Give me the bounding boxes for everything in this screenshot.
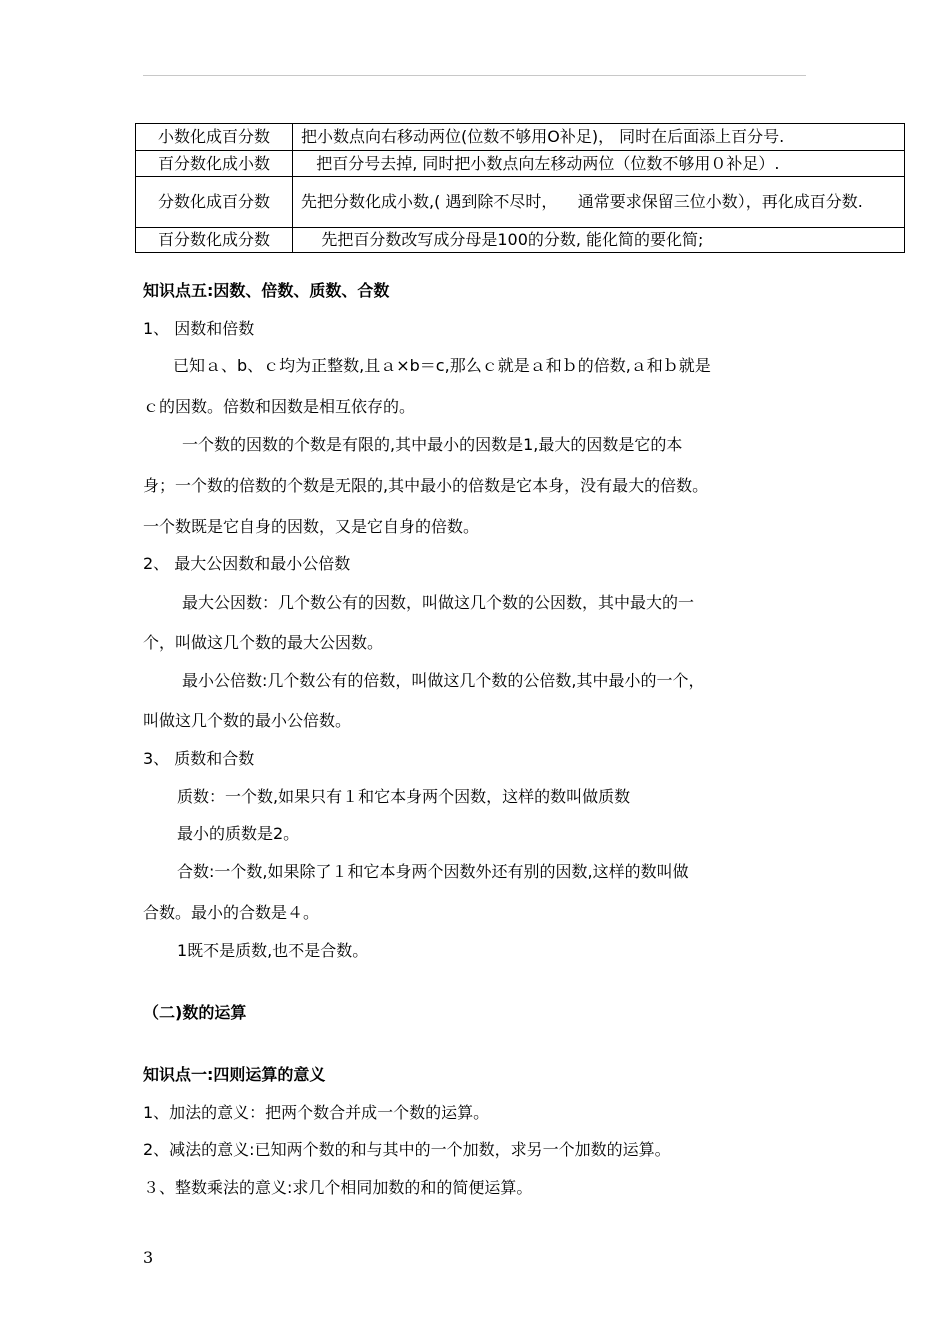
section-title: 知识点一:四则运算的意义 bbox=[143, 1065, 326, 1084]
part-title: （二)数的运算 bbox=[143, 1003, 247, 1022]
paragraph-line: 最小的质数是2。 bbox=[177, 824, 300, 843]
paragraph-line: 一个数的因数的个数是有限的,其中最小的因数是1,最大的因数是它的本 bbox=[182, 435, 683, 454]
list-item: 1、加法的意义：把两个数合并成一个数的运算。 bbox=[143, 1103, 490, 1122]
list-item: 2、减法的意义:已知两个数的和与其中的一个加数，求另一个加数的运算。 bbox=[143, 1140, 671, 1159]
table-cell-rule: 先把分数化成小数,( 遇到除不尽时， 通常要求保留三位小数），再化成百分数. bbox=[293, 177, 905, 228]
table-cell-rule: 先把百分数改写成分母是100的分数, 能化简的要化简; bbox=[293, 228, 905, 253]
header-rule bbox=[143, 75, 806, 76]
paragraph-line: 身；一个数的倍数的个数是无限的,其中最小的倍数是它本身，没有最大的倍数。 bbox=[143, 476, 709, 495]
subsection-heading: 1、 因数和倍数 bbox=[143, 319, 255, 338]
table-cell-rule: 把百分号去掉, 同时把小数点向左移动两位（位数不够用０补足）. bbox=[293, 151, 905, 177]
paragraph-line: 最小公倍数:几个数公有的倍数，叫做这几个数的公倍数,其中最小的一个， bbox=[182, 671, 705, 690]
table-row bbox=[136, 228, 905, 253]
paragraph-line: 最大公因数：几个数公有的因数，叫做这几个数的公因数，其中最大的一 bbox=[182, 593, 695, 612]
paragraph-line: 叫做这几个数的最小公倍数。 bbox=[143, 711, 352, 730]
paragraph-line: 合数。最小的合数是４。 bbox=[143, 903, 320, 922]
list-item: ３、整数乘法的意义:求几个相同加数的和的简便运算。 bbox=[143, 1178, 533, 1197]
paragraph-line: 合数:一个数,如果除了１和它本身两个因数外还有别的因数,这样的数叫做 bbox=[177, 862, 689, 881]
table-cell-name: 小数化成百分数 bbox=[136, 124, 293, 151]
paragraph-line: 质数：一个数,如果只有１和它本身两个因数，这样的数叫做质数 bbox=[177, 787, 631, 806]
paragraph-line: 一个数既是它自身的因数，又是它自身的倍数。 bbox=[143, 517, 480, 536]
page-number: 3 bbox=[143, 1248, 154, 1267]
paragraph-line: 已知ａ、b、ｃ均为正整数,且ａ×b＝c,那么ｃ就是ａ和ｂ的倍数,ａ和ｂ就是 bbox=[173, 356, 711, 375]
paragraph-line: 个，叫做这几个数的最大公因数。 bbox=[143, 633, 384, 652]
paragraph-line: ｃ的因数。倍数和因数是相互依存的。 bbox=[143, 397, 416, 416]
subsection-heading: 2、 最大公因数和最小公倍数 bbox=[143, 554, 351, 573]
paragraph-line: 1既不是质数,也不是合数。 bbox=[177, 941, 369, 960]
table-cell-name: 百分数化成小数 bbox=[136, 151, 293, 177]
table-cell-rule: 把小数点向右移动两位(位数不够用O补足)， 同时在后面添上百分号. bbox=[293, 124, 905, 151]
table-row bbox=[136, 151, 905, 177]
table-cell-name: 百分数化成分数 bbox=[136, 228, 293, 253]
table-row bbox=[136, 124, 905, 151]
conversion-table bbox=[135, 123, 905, 253]
subsection-heading: 3、 质数和合数 bbox=[143, 749, 255, 768]
section-title: 知识点五:因数、倍数、质数、合数 bbox=[143, 281, 390, 300]
table-cell-name: 分数化成百分数 bbox=[136, 177, 293, 228]
table-row bbox=[136, 177, 905, 228]
